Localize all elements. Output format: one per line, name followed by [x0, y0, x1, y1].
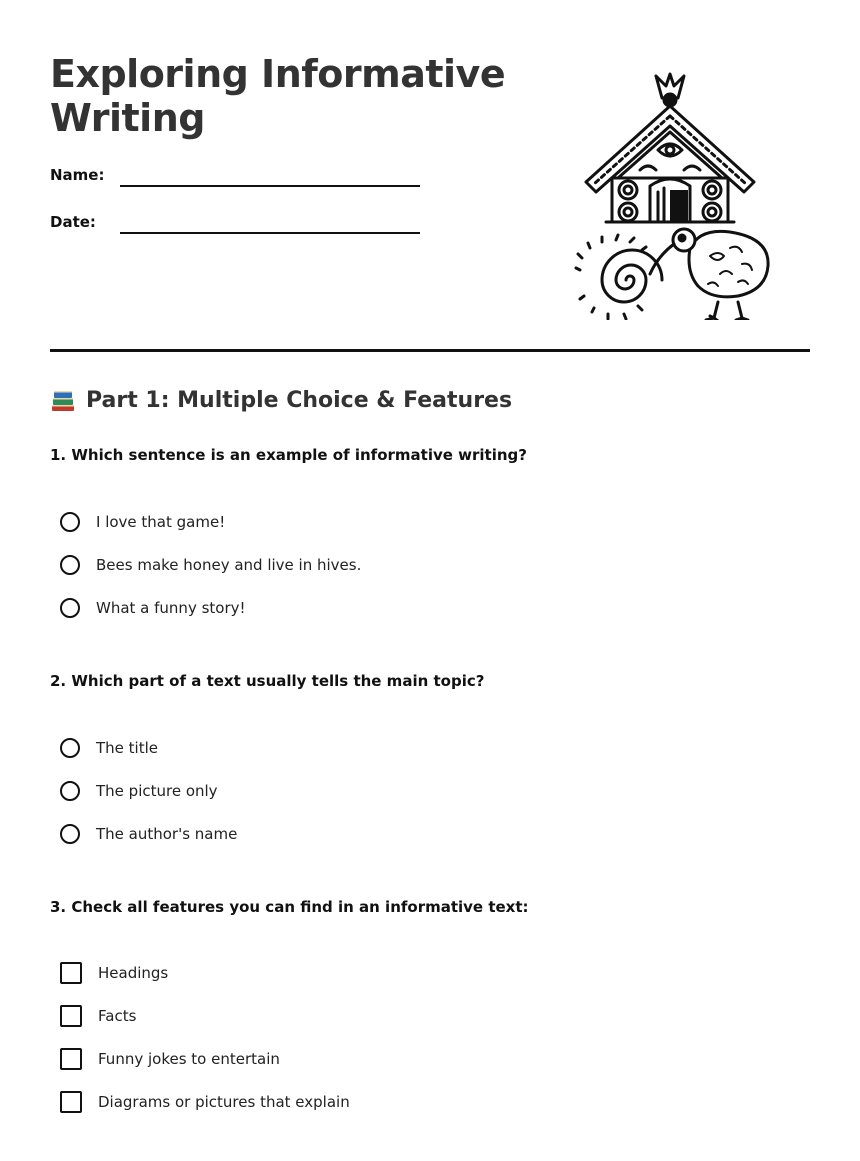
title-line-2: Writing [50, 96, 205, 140]
checkbox[interactable] [60, 1048, 82, 1070]
header-divider [50, 349, 810, 352]
date-field[interactable] [50, 213, 430, 243]
radio-button[interactable] [60, 598, 80, 618]
option-text: The picture only [96, 782, 218, 800]
radio-button[interactable] [60, 824, 80, 844]
q3-option-1[interactable] [60, 960, 168, 986]
q3-option-4[interactable] [60, 1089, 350, 1115]
section-1-heading [50, 388, 512, 413]
option-text: What a funny story! [96, 599, 246, 617]
q2-option-2[interactable] [60, 778, 218, 804]
q1-option-1[interactable] [60, 509, 225, 535]
q2-option-3[interactable] [60, 821, 237, 847]
option-text: Bees make honey and live in hives. [96, 556, 362, 574]
q3-option-2[interactable] [60, 1003, 136, 1029]
checkbox[interactable] [60, 1005, 82, 1027]
option-text: Funny jokes to entertain [98, 1050, 280, 1068]
question-2: 2. Which part of a text usually tells the main topic? [50, 672, 485, 690]
q1-option-2[interactable] [60, 552, 361, 578]
radio-button[interactable] [60, 555, 80, 575]
checkbox[interactable] [60, 1091, 82, 1113]
option-text: Facts [98, 1007, 137, 1025]
question-1: 1. Which sentence is an example of informative writing? [50, 446, 527, 464]
title-line-1: Exploring Informative [50, 52, 506, 96]
q3-option-3[interactable] [60, 1046, 280, 1072]
radio-button[interactable] [60, 738, 80, 758]
wharenui-kiwi-illustration [570, 70, 780, 320]
page-title [50, 52, 530, 140]
books-icon [50, 389, 76, 413]
name-line[interactable] [120, 185, 420, 187]
option-text: I love that game! [96, 513, 226, 531]
section-1-heading-text: Part 1: Multiple Choice & Features [86, 388, 513, 413]
name-field[interactable] [50, 166, 430, 196]
option-text: The author's name [96, 825, 238, 843]
option-text: Diagrams or pictures that explain [98, 1093, 350, 1111]
date-label: Date: [50, 213, 96, 231]
checkbox[interactable] [60, 962, 82, 984]
date-line[interactable] [120, 232, 420, 234]
radio-button[interactable] [60, 781, 80, 801]
option-text: Headings [98, 964, 169, 982]
q1-option-3[interactable] [60, 595, 246, 621]
radio-button[interactable] [60, 512, 80, 532]
name-label: Name: [50, 166, 105, 184]
q2-option-1[interactable] [60, 735, 158, 761]
option-text: The title [96, 739, 158, 757]
question-3: 3. Check all features you can find in an informative text: [50, 898, 529, 916]
